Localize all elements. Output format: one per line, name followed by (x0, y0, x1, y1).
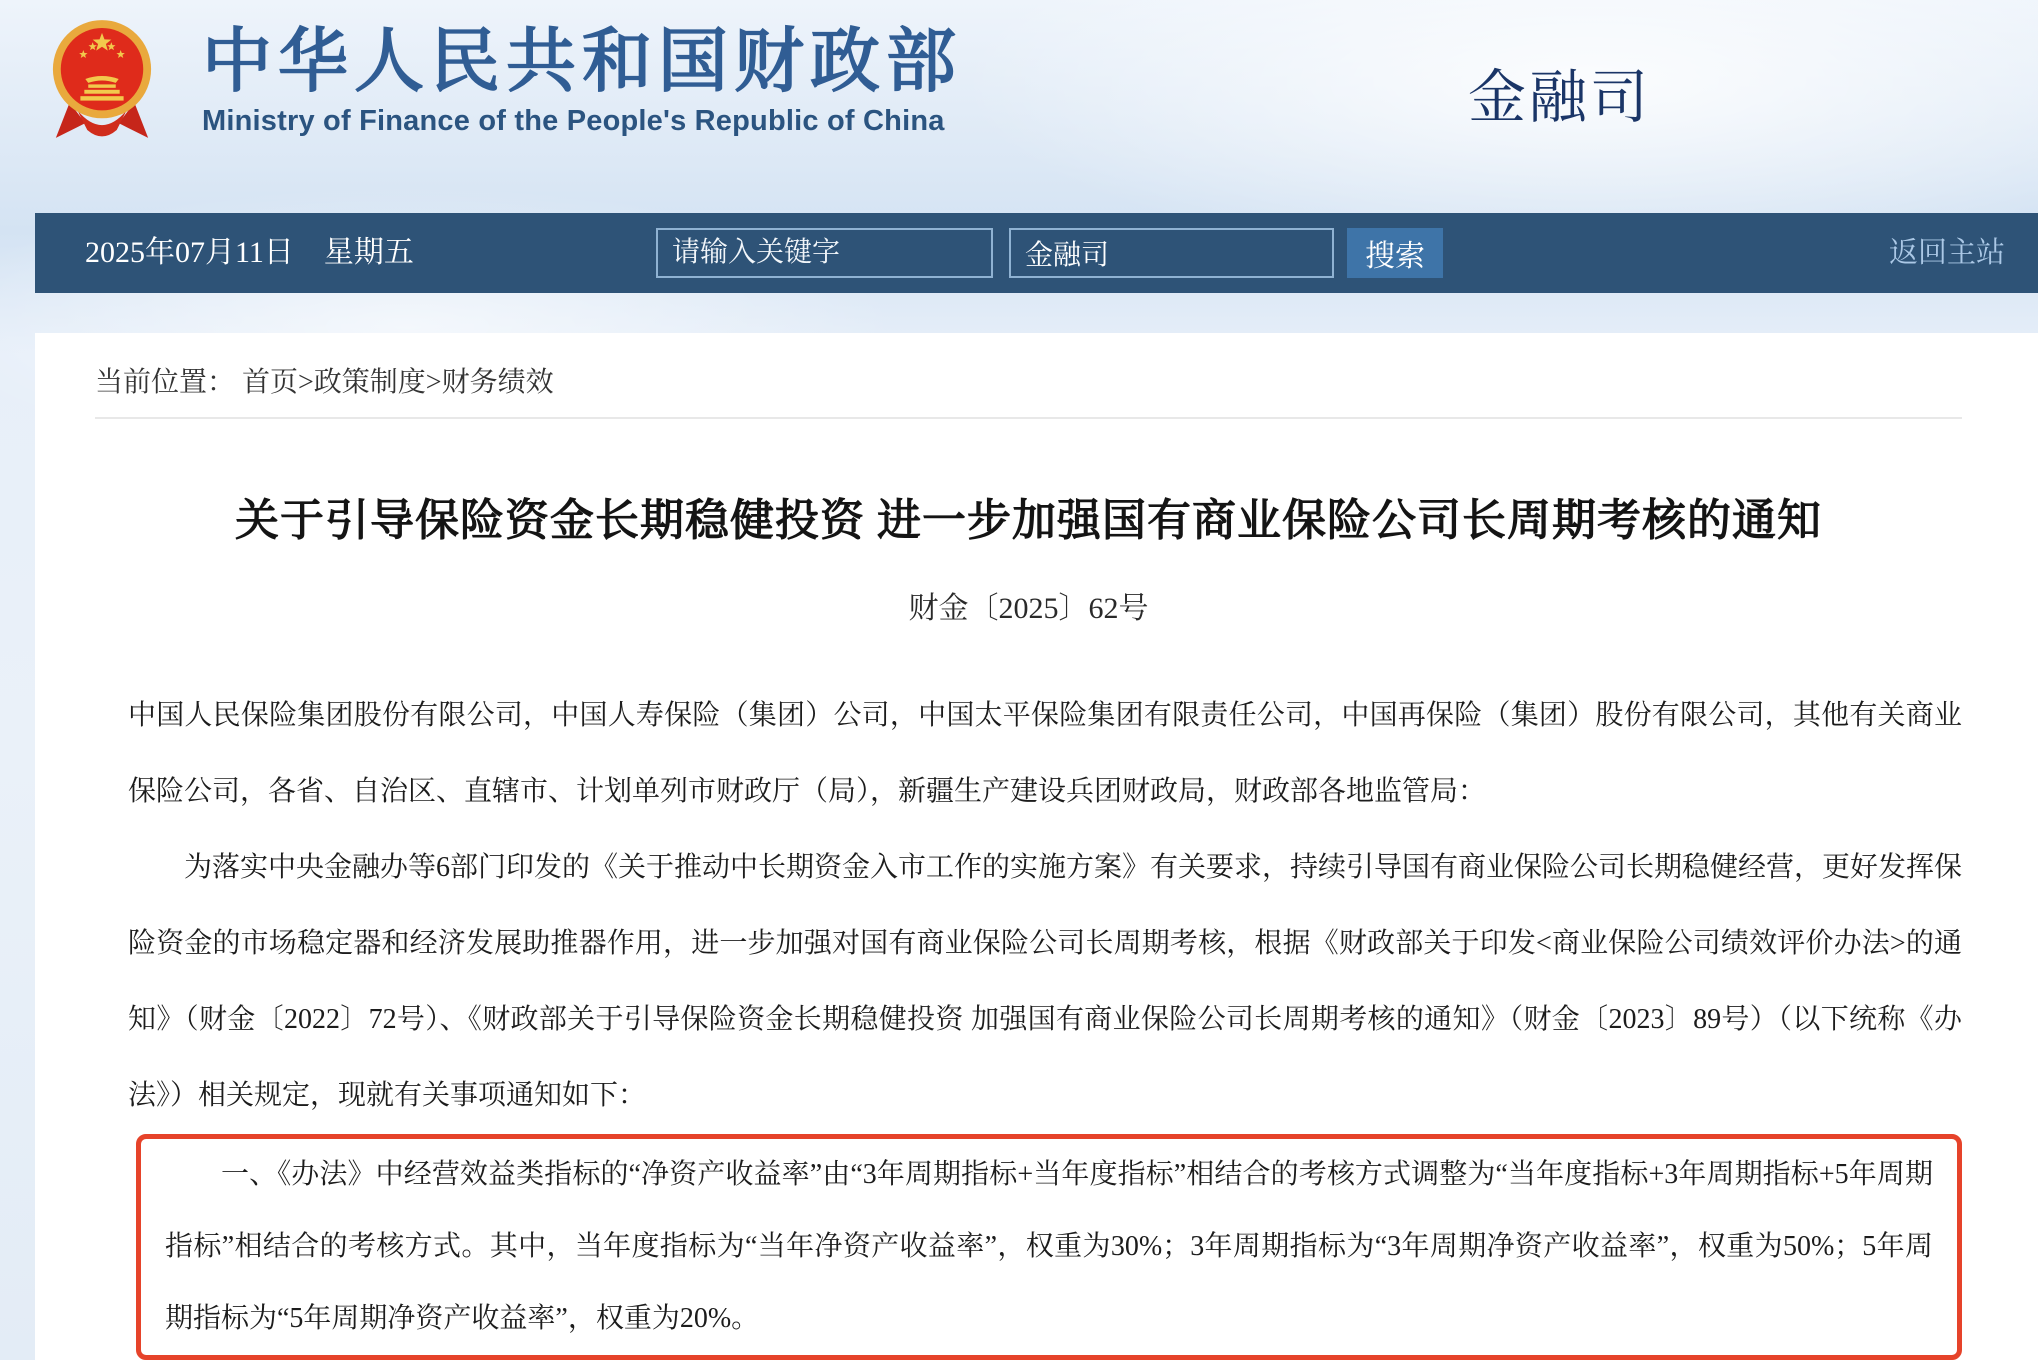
search-scope-input[interactable] (1009, 228, 1334, 278)
article-title: 关于引导保险资金长期稳健投资 进一步加强国有商业保险公司长周期考核的通知 (235, 496, 1822, 545)
top-navbar (35, 213, 2038, 293)
paragraph-highlighted-clause: 一、《办法》中经营效益类指标的“净资产收益率”由“3年周期指标+当年度指标”相结合的考核方式调整为“当年度指标+3年周期指标+5年周期指标”相结合的考核方式。其中，当年度指标为“当年净资产收益率”，权重为30%；3年周期指标为“3年周期净资产收益率”，权重为50%；5年周期指标为“5年周期净资产收益率”，权重为20%。 (165, 1159, 1933, 1334)
back-to-main-site-link[interactable]: 返回主站 (1888, 237, 2005, 269)
breadcrumb-divider (95, 417, 1962, 419)
keyword-search-input[interactable] (656, 228, 993, 278)
search-button[interactable]: 搜索 (1347, 228, 1443, 278)
department-title: 金融司 (1468, 65, 1652, 130)
paragraph-salutation: 中国人民保险集团股份有限公司，中国人寿保险（集团）公司，中国太平保险集团有限责任公司，中国再保险（集团）股份有限公司，其他有关商业保险公司，各省、自治区、直辖市、计划单列市财政厅（局），新疆生产建设兵团财政局，财政部各地监管局： (128, 700, 1962, 807)
breadcrumb-trail[interactable]: 首页>政策制度>财务绩效 (242, 367, 554, 398)
document-number: 财金〔2025〕62号 (908, 592, 1149, 625)
national-emblem-icon (48, 12, 156, 146)
site-logo[interactable] (48, 12, 1048, 152)
content-panel (35, 333, 2038, 1360)
page-header (0, 0, 2038, 213)
site-title-en: Ministry of Finance of the People's Republic of China (202, 105, 945, 137)
site-title-block (202, 12, 962, 152)
highlighted-clause-box (136, 1134, 1962, 1360)
breadcrumb (95, 363, 1962, 417)
article-body (128, 678, 1962, 1360)
breadcrumb-label: 当前位置： (95, 367, 236, 398)
site-title-zh: 中华人民共和国财政部 (202, 22, 962, 100)
current-date: 2025年07月11日 星期五 (85, 236, 414, 269)
paragraph-intro: 为落实中央金融办等6部门印发的《关于推动中长期资金入市工作的实施方案》有关要求，持续引导国有商业保险公司长期稳健经营，更好发挥保险资金的市场稳定器和经济发展助推器作用，进一步加强对国有商业保险公司长周期考核，根据《财政部关于印发<商业保险公司绩效评价办法>的通知》（财金〔2022〕72号）、《财政部关于引导保险资金长期稳健投资 加强国有商业保险公司长周期考核的通知》（财金〔2023〕89号）（以下统称《办法》）相关规定，现就有关事项通知如下： (128, 852, 1963, 1111)
